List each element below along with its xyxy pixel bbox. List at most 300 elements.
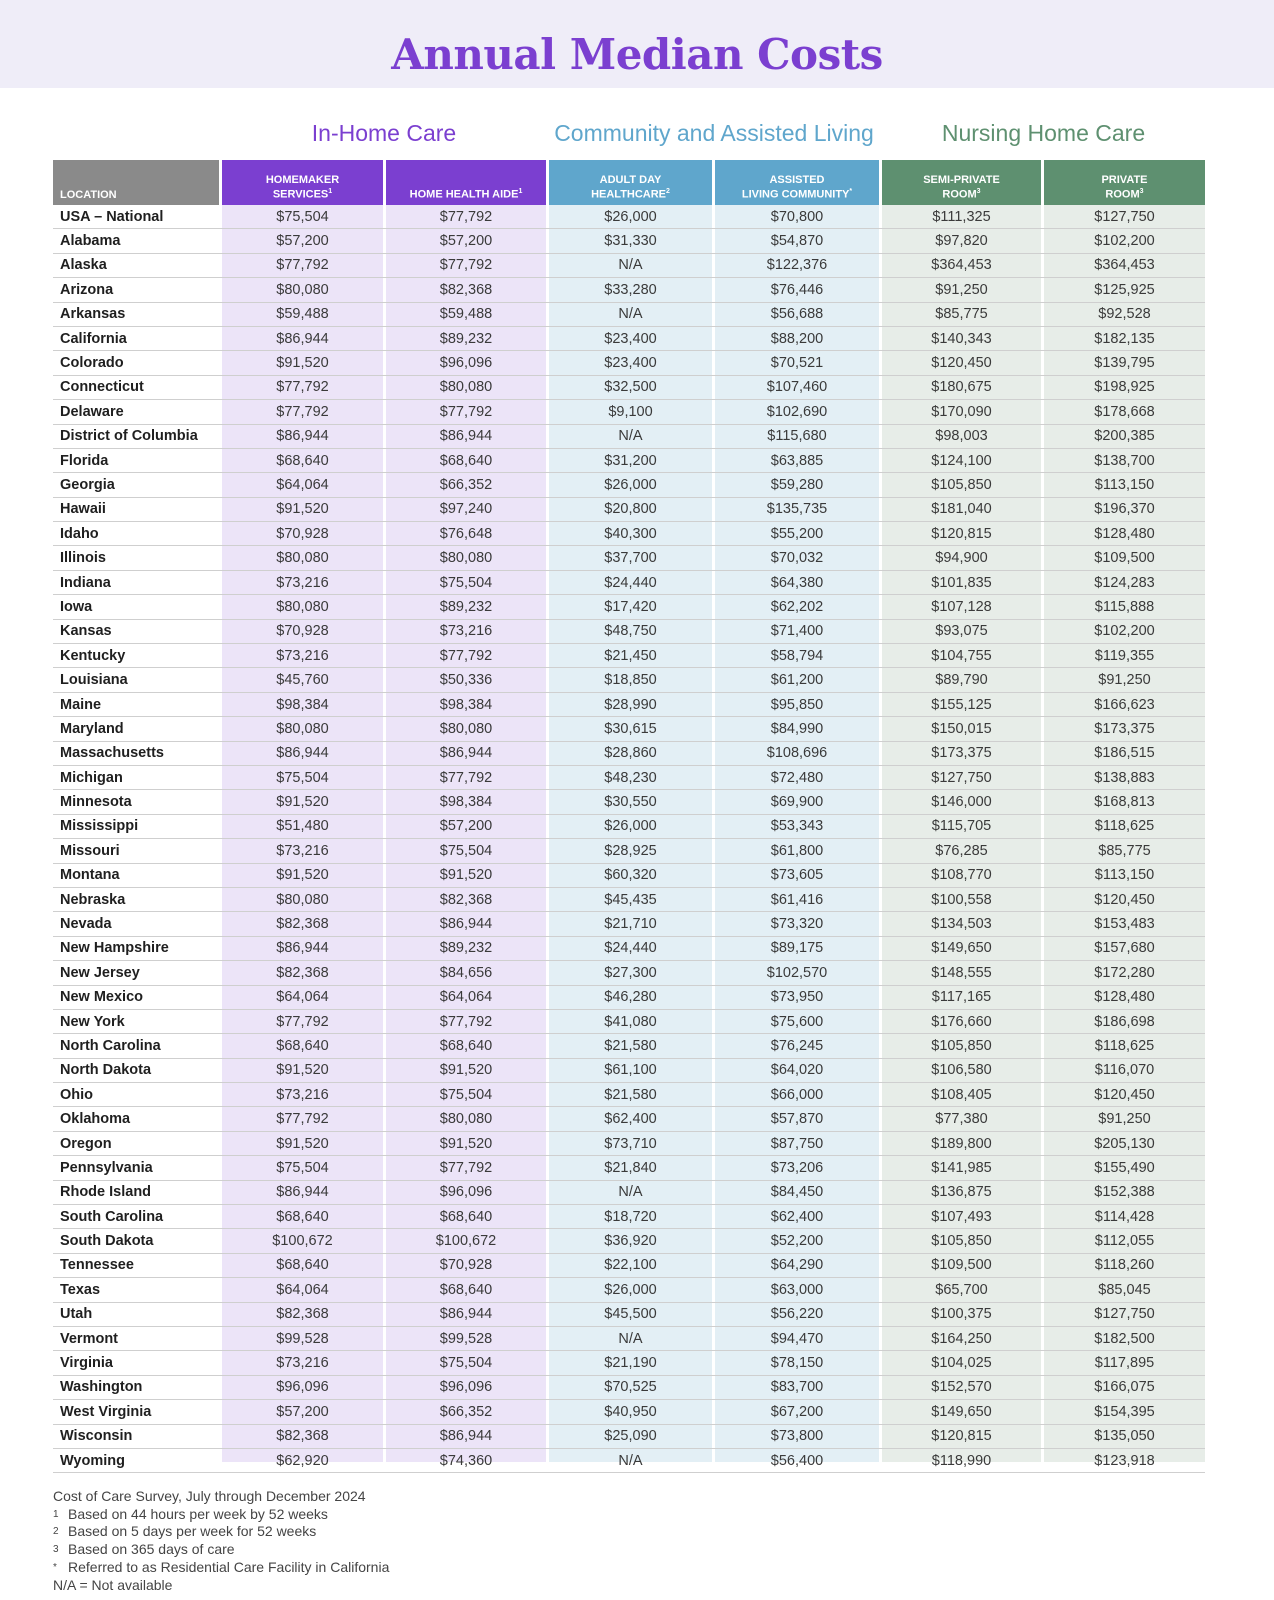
cost-cell-semi-private: $127,750 — [931, 769, 992, 786]
cost-cell-adult-day: N/A — [618, 306, 643, 323]
cost-cell-private: $173,375 — [1094, 720, 1155, 737]
location-cell: Indiana — [60, 574, 111, 591]
cost-cell-private: $178,668 — [1094, 403, 1155, 420]
table-row — [53, 1449, 1205, 1473]
location-cell: Montana — [60, 867, 120, 884]
table-row — [53, 595, 1205, 619]
cost-cell-private: $118,260 — [1094, 1257, 1155, 1274]
cost-cell-private: $138,700 — [1094, 452, 1155, 469]
table-row — [53, 351, 1205, 375]
cost-cell-private: $116,070 — [1094, 1062, 1155, 1079]
cost-cell-private: $157,680 — [1094, 940, 1155, 957]
location-cell: Illinois — [60, 550, 106, 567]
cost-cell-homemaker: $86,944 — [276, 330, 329, 347]
cost-cell-assisted-living: $62,400 — [770, 1208, 824, 1225]
cost-cell-home-health-aide: $96,096 — [439, 355, 493, 372]
cost-cell-homemaker: $91,520 — [276, 501, 329, 518]
cost-cell-homemaker: $64,064 — [276, 989, 329, 1006]
location-cell: Florida — [60, 452, 109, 469]
footnote-line — [53, 1488, 389, 1506]
cost-cell-semi-private: $93,075 — [935, 623, 988, 640]
cost-cell-semi-private: $176,660 — [931, 1013, 992, 1030]
cost-cell-homemaker: $86,944 — [276, 428, 329, 445]
cost-cell-home-health-aide: $86,944 — [439, 428, 493, 445]
cost-cell-homemaker: $82,368 — [276, 964, 329, 981]
table-row — [53, 864, 1205, 888]
table-row — [53, 571, 1205, 595]
table-row — [53, 449, 1205, 473]
header-home-health-aide — [386, 160, 546, 205]
cost-cell-assisted-living: $62,202 — [770, 598, 824, 615]
cost-cell-semi-private: $105,850 — [931, 476, 992, 493]
cost-cell-semi-private: $109,500 — [931, 1257, 992, 1274]
table-row — [53, 546, 1205, 570]
cost-cell-home-health-aide: $68,640 — [439, 1037, 493, 1054]
cost-cell-semi-private: $98,003 — [935, 428, 988, 445]
cost-cell-adult-day: N/A — [618, 1452, 643, 1469]
table-row — [53, 1132, 1205, 1156]
cost-cell-assisted-living: $84,990 — [770, 720, 824, 737]
location-cell: USA – National — [60, 208, 164, 225]
cost-cell-homemaker: $91,520 — [276, 794, 329, 811]
cost-cell-semi-private: $180,675 — [931, 379, 992, 396]
cost-cell-homemaker: $77,792 — [276, 379, 329, 396]
cost-cell-adult-day: N/A — [618, 428, 643, 445]
group-nursing-home-care: Nursing Home Care — [941, 120, 1146, 146]
cost-cell-semi-private: $118,990 — [931, 1452, 992, 1469]
cost-cell-semi-private: $146,000 — [931, 794, 992, 811]
location-cell: Delaware — [60, 403, 124, 420]
cost-cell-adult-day: $17,420 — [604, 598, 657, 615]
table-row — [53, 1303, 1205, 1327]
cost-cell-home-health-aide: $66,352 — [439, 1403, 493, 1420]
footnote-mark: 1 — [53, 1508, 59, 1520]
table-row — [53, 1205, 1205, 1229]
cost-cell-private: $109,500 — [1094, 550, 1155, 567]
cost-cell-home-health-aide: $86,944 — [439, 745, 493, 762]
location-cell: Connecticut — [60, 379, 144, 396]
table-row — [53, 790, 1205, 814]
cost-cell-home-health-aide: $77,792 — [439, 208, 493, 225]
cost-cell-semi-private: $134,503 — [931, 916, 992, 933]
cost-cell-assisted-living: $56,400 — [770, 1452, 824, 1469]
cost-cell-semi-private: $149,650 — [931, 1403, 992, 1420]
cost-cell-adult-day: $23,400 — [604, 330, 657, 347]
cost-cell-homemaker: $70,928 — [276, 623, 329, 640]
cost-cell-semi-private: $181,040 — [931, 501, 992, 518]
location-cell: Oregon — [60, 1135, 112, 1152]
cost-cell-home-health-aide: $57,200 — [439, 233, 493, 250]
cost-cell-adult-day: $36,920 — [604, 1233, 657, 1250]
cost-cell-semi-private: $65,700 — [935, 1281, 988, 1298]
cost-cell-homemaker: $80,080 — [276, 550, 329, 567]
cost-cell-semi-private: $107,493 — [931, 1208, 992, 1225]
cost-cell-homemaker: $77,792 — [276, 257, 329, 274]
cost-cell-homemaker: $86,944 — [276, 940, 329, 957]
footnote-mark: 2 — [53, 1526, 59, 1538]
cost-cell-assisted-living: $59,280 — [770, 476, 824, 493]
cost-cell-assisted-living: $88,200 — [770, 330, 824, 347]
location-cell: Arkansas — [60, 306, 126, 323]
cost-cell-private: $364,453 — [1094, 257, 1155, 274]
cost-cell-adult-day: $62,400 — [604, 1111, 657, 1128]
cost-cell-private: $166,623 — [1094, 696, 1155, 713]
cost-cell-private: $119,355 — [1094, 647, 1155, 664]
cost-cell-assisted-living: $73,605 — [770, 867, 824, 884]
cost-cell-home-health-aide: $50,336 — [439, 672, 493, 689]
cost-cell-adult-day: $21,710 — [604, 916, 657, 933]
table-row — [53, 376, 1205, 400]
cost-cell-home-health-aide: $66,352 — [439, 476, 493, 493]
cost-cell-private: $198,925 — [1094, 379, 1155, 396]
cost-cell-assisted-living: $56,688 — [770, 306, 824, 323]
table-row — [53, 425, 1205, 449]
cost-cell-private: $128,480 — [1094, 525, 1155, 542]
table-row — [53, 1376, 1205, 1400]
footnote-text: Cost of Care Survey, July through December 2024 — [53, 1488, 366, 1504]
cost-cell-assisted-living: $94,470 — [770, 1330, 824, 1347]
cost-cell-homemaker: $98,384 — [276, 696, 329, 713]
cost-cell-semi-private: $107,128 — [931, 598, 992, 615]
cost-cell-private: $115,888 — [1094, 598, 1155, 615]
cost-cell-private: $128,480 — [1094, 989, 1155, 1006]
footnote-line — [53, 1541, 389, 1559]
cost-cell-adult-day: $28,860 — [604, 745, 657, 762]
cost-cell-private: $135,050 — [1094, 1428, 1155, 1445]
cost-cell-private: $200,385 — [1094, 428, 1155, 445]
cost-cell-adult-day: N/A — [618, 257, 643, 274]
cost-cell-assisted-living: $83,700 — [770, 1379, 824, 1396]
cost-cell-homemaker: $86,944 — [276, 745, 329, 762]
header-adult-day-healthcare-label: ADULT DAY HEALTHCARE$^2$ — [591, 174, 670, 201]
cost-cell-semi-private: $108,405 — [931, 1086, 992, 1103]
cost-cell-assisted-living: $122,376 — [766, 257, 828, 274]
location-cell: New Jersey — [60, 964, 140, 981]
cost-cell-adult-day: $41,080 — [604, 1013, 657, 1030]
cost-cell-home-health-aide: $91,520 — [439, 1062, 493, 1079]
cost-cell-homemaker: $73,216 — [276, 842, 329, 859]
cost-cell-private: $152,388 — [1094, 1184, 1155, 1201]
cost-cell-adult-day: $73,710 — [604, 1135, 657, 1152]
cost-cell-semi-private: $104,025 — [931, 1355, 992, 1372]
location-cell: New Mexico — [60, 989, 143, 1006]
table-row — [53, 400, 1205, 424]
footnote-mark: * — [53, 1561, 57, 1573]
cost-cell-adult-day: $61,100 — [604, 1062, 657, 1079]
cost-cell-private: $85,045 — [1098, 1281, 1151, 1298]
cost-cell-home-health-aide: $86,944 — [439, 1428, 493, 1445]
cost-cell-homemaker: $57,200 — [276, 233, 329, 250]
location-cell: District of Columbia — [60, 428, 198, 445]
cost-cell-assisted-living: $66,000 — [770, 1086, 824, 1103]
cost-cell-private: $117,895 — [1094, 1355, 1155, 1372]
location-cell: Nevada — [60, 916, 112, 933]
cost-cell-homemaker: $77,792 — [276, 1111, 329, 1128]
cost-cell-homemaker: $68,640 — [276, 1037, 329, 1054]
location-cell: Vermont — [60, 1330, 119, 1347]
cost-cell-assisted-living: $72,480 — [770, 769, 824, 786]
cost-cell-adult-day: $45,435 — [604, 891, 657, 908]
cost-cell-assisted-living: $102,690 — [766, 403, 828, 420]
cost-cell-homemaker: $62,920 — [276, 1452, 329, 1469]
cost-cell-semi-private: $149,650 — [931, 940, 992, 957]
cost-cell-home-health-aide: $89,232 — [439, 330, 493, 347]
cost-cell-adult-day: $20,800 — [604, 501, 657, 518]
location-cell: South Dakota — [60, 1233, 154, 1250]
location-cell: Massachusetts — [60, 745, 164, 762]
cost-cell-private: $205,130 — [1094, 1135, 1155, 1152]
cost-cell-semi-private: $91,250 — [935, 281, 988, 298]
cost-cell-adult-day: $21,840 — [604, 1159, 657, 1176]
cost-cell-private: $113,150 — [1094, 867, 1155, 884]
cost-cell-adult-day: $40,300 — [604, 525, 657, 542]
table-row — [53, 254, 1205, 278]
cost-cell-semi-private: $120,815 — [931, 1428, 992, 1445]
cost-cell-home-health-aide: $77,792 — [439, 769, 493, 786]
cost-cell-homemaker: $82,368 — [276, 1306, 329, 1323]
cost-cell-private: $114,428 — [1094, 1208, 1155, 1225]
location-cell: Wisconsin — [60, 1428, 133, 1445]
header-private-room — [1044, 160, 1205, 205]
table-row — [53, 620, 1205, 644]
cost-cell-adult-day: $21,580 — [604, 1086, 657, 1103]
cost-cell-assisted-living: $84,450 — [770, 1184, 824, 1201]
cost-cell-homemaker: $68,640 — [276, 1257, 329, 1274]
cost-cell-assisted-living: $57,870 — [770, 1111, 824, 1128]
cost-cell-homemaker: $77,792 — [276, 403, 329, 420]
location-cell: New Hampshire — [60, 940, 169, 957]
cost-cell-semi-private: $124,100 — [931, 452, 992, 469]
cost-cell-private: $120,450 — [1094, 1086, 1155, 1103]
cost-cell-homemaker: $91,520 — [276, 355, 329, 372]
location-cell: Louisiana — [60, 672, 128, 689]
cost-cell-home-health-aide: $84,656 — [439, 964, 493, 981]
cost-cell-homemaker: $75,504 — [276, 208, 329, 225]
cost-cell-home-health-aide: $77,792 — [439, 257, 493, 274]
cost-cell-homemaker: $64,064 — [276, 1281, 329, 1298]
cost-cell-semi-private: $115,705 — [931, 818, 992, 835]
cost-cell-assisted-living: $73,320 — [770, 916, 824, 933]
table-row — [53, 1254, 1205, 1278]
cost-cell-adult-day: $31,330 — [604, 233, 657, 250]
cost-cell-homemaker: $73,216 — [276, 647, 329, 664]
location-cell: Nebraska — [60, 891, 126, 908]
cost-cell-homemaker: $64,064 — [276, 476, 329, 493]
cost-cell-assisted-living: $64,290 — [770, 1257, 824, 1274]
location-cell: Alabama — [60, 233, 121, 250]
table-row — [53, 1107, 1205, 1131]
location-cell: Arizona — [60, 281, 114, 298]
location-cell: Michigan — [60, 769, 123, 786]
cost-cell-assisted-living: $56,220 — [770, 1306, 824, 1323]
table-row — [53, 1425, 1205, 1449]
cost-cell-adult-day: $32,500 — [604, 379, 657, 396]
cost-cell-semi-private: $97,820 — [935, 233, 988, 250]
table-row — [53, 961, 1205, 985]
cost-cell-adult-day: $26,000 — [604, 208, 657, 225]
table-row — [53, 1351, 1205, 1375]
cost-cell-adult-day: $21,190 — [604, 1355, 657, 1372]
header-private-room-label: PRIVATE ROOM$^3$ — [1101, 174, 1148, 201]
header-semi-private-room-label: SEMI-PRIVATE ROOM$^3$ — [923, 174, 1000, 201]
cost-cell-homemaker: $75,504 — [276, 769, 329, 786]
location-cell: California — [60, 330, 127, 347]
cost-cell-homemaker: $86,944 — [276, 1184, 329, 1201]
cost-cell-assisted-living: $107,460 — [766, 379, 828, 396]
location-cell: Tennessee — [60, 1257, 134, 1274]
table-row — [53, 1229, 1205, 1253]
cost-cell-adult-day: N/A — [618, 1330, 643, 1347]
cost-cell-private: $168,813 — [1094, 794, 1155, 811]
cost-cell-homemaker: $91,520 — [276, 1135, 329, 1152]
cost-cell-semi-private: $189,800 — [931, 1135, 992, 1152]
cost-cell-semi-private: $100,558 — [931, 891, 992, 908]
cost-cell-assisted-living: $70,800 — [770, 208, 824, 225]
cost-cell-homemaker: $51,480 — [276, 818, 329, 835]
cost-cell-assisted-living: $73,800 — [770, 1428, 824, 1445]
cost-cell-private: $112,055 — [1094, 1233, 1155, 1250]
cost-cell-homemaker: $45,760 — [276, 672, 329, 689]
cost-cell-assisted-living: $61,200 — [770, 672, 824, 689]
location-cell: New York — [60, 1013, 125, 1030]
cost-cell-adult-day: $23,400 — [604, 355, 657, 372]
cost-cell-adult-day: $27,300 — [604, 964, 657, 981]
cost-cell-semi-private: $136,875 — [931, 1184, 992, 1201]
table-row — [53, 473, 1205, 497]
cost-cell-homemaker: $82,368 — [276, 1428, 329, 1445]
cost-cell-assisted-living: $135,735 — [766, 501, 828, 518]
cost-cell-semi-private: $111,325 — [932, 208, 991, 225]
cost-cell-assisted-living: $73,950 — [770, 989, 824, 1006]
table-row — [53, 1327, 1205, 1351]
cost-cell-assisted-living: $69,900 — [770, 794, 824, 811]
cost-cell-home-health-aide: $68,640 — [439, 1281, 493, 1298]
cost-cell-home-health-aide: $75,504 — [439, 1355, 493, 1372]
cost-cell-adult-day: $48,230 — [604, 769, 657, 786]
cost-cell-adult-day: $21,450 — [604, 647, 657, 664]
footnotes — [53, 1488, 389, 1594]
table-row — [53, 1181, 1205, 1205]
cost-cell-assisted-living: $78,150 — [770, 1355, 824, 1372]
cost-cell-semi-private: $117,165 — [931, 989, 992, 1006]
cost-cell-assisted-living: $75,600 — [770, 1013, 824, 1030]
cost-cell-private: $186,698 — [1094, 1013, 1155, 1030]
header-location — [53, 160, 219, 205]
cost-cell-adult-day: $18,850 — [604, 672, 657, 689]
cost-cell-private: $120,450 — [1094, 891, 1155, 908]
cost-cell-assisted-living: $64,020 — [770, 1062, 824, 1079]
table-row — [53, 839, 1205, 863]
cost-cell-assisted-living: $67,200 — [770, 1403, 824, 1420]
cost-cell-homemaker: $57,200 — [276, 1403, 329, 1420]
cost-cell-home-health-aide: $96,096 — [439, 1379, 493, 1396]
location-cell: Oklahoma — [60, 1111, 131, 1128]
table-row — [53, 912, 1205, 936]
table-row — [53, 1278, 1205, 1302]
cost-cell-home-health-aide: $98,384 — [439, 794, 493, 811]
footnote-line — [53, 1506, 389, 1524]
footnote-line — [53, 1559, 389, 1577]
cost-cell-homemaker: $80,080 — [276, 891, 329, 908]
cost-cell-private: $182,500 — [1094, 1330, 1155, 1347]
cost-cell-assisted-living: $55,200 — [770, 525, 824, 542]
cost-cell-assisted-living: $95,850 — [770, 696, 824, 713]
cost-cell-homemaker: $70,928 — [276, 525, 329, 542]
location-cell: Pennsylvania — [60, 1159, 153, 1176]
cost-cell-home-health-aide: $97,240 — [439, 501, 493, 518]
footnote-mark: 3 — [53, 1544, 59, 1556]
footnote-line — [53, 1523, 389, 1541]
page-title: Annual Median Costs — [391, 30, 883, 79]
cost-cell-semi-private: $150,015 — [931, 720, 992, 737]
cost-cell-adult-day: $18,720 — [604, 1208, 657, 1225]
cost-cell-semi-private: $140,343 — [931, 330, 992, 347]
cost-cell-assisted-living: $52,200 — [770, 1233, 824, 1250]
cost-cell-home-health-aide: $57,200 — [439, 818, 493, 835]
location-cell: Ohio — [60, 1086, 94, 1103]
table-row — [53, 1083, 1205, 1107]
cost-cell-private: $125,925 — [1094, 281, 1155, 298]
cost-cell-home-health-aide: $89,232 — [439, 598, 493, 615]
footnote-line — [53, 1577, 389, 1595]
table-row — [53, 522, 1205, 546]
cost-cell-assisted-living: $102,570 — [766, 964, 828, 981]
cost-cell-adult-day: $70,525 — [604, 1379, 657, 1396]
cost-cell-home-health-aide: $86,944 — [439, 916, 493, 933]
footnote-text: Based on 5 days per week for 52 weeks — [68, 1523, 317, 1540]
cost-cell-adult-day: N/A — [618, 1184, 643, 1201]
cost-cell-assisted-living: $53,343 — [770, 818, 824, 835]
table-row — [53, 815, 1205, 839]
cost-cell-adult-day: $33,280 — [604, 281, 657, 298]
cost-cell-semi-private: $173,375 — [931, 745, 992, 762]
cost-cell-homemaker: $100,672 — [272, 1233, 333, 1250]
cost-cell-adult-day: $40,950 — [604, 1403, 657, 1420]
header-semi-private-room — [882, 160, 1041, 205]
cost-cell-home-health-aide: $70,928 — [439, 1257, 493, 1274]
cost-cell-home-health-aide: $82,368 — [439, 891, 493, 908]
table-row — [53, 498, 1205, 522]
cost-cell-homemaker: $80,080 — [276, 281, 329, 298]
cost-cell-homemaker: $73,216 — [276, 1086, 329, 1103]
cost-cell-homemaker: $96,096 — [276, 1379, 329, 1396]
cost-cell-private: $85,775 — [1098, 842, 1151, 859]
table-row — [53, 303, 1205, 327]
cost-cell-adult-day: $48,750 — [604, 623, 657, 640]
table-row — [53, 766, 1205, 790]
cost-cell-adult-day: $28,990 — [604, 696, 657, 713]
cost-cell-private: $113,150 — [1094, 476, 1155, 493]
cost-cell-assisted-living: $61,416 — [770, 891, 824, 908]
cost-cell-semi-private: $94,900 — [935, 550, 988, 567]
header-location-label: LOCATION — [60, 189, 117, 201]
cost-cell-private: $154,395 — [1094, 1403, 1155, 1420]
cost-cell-homemaker: $73,216 — [276, 1355, 329, 1372]
cost-cell-home-health-aide: $96,096 — [439, 1184, 493, 1201]
cost-cell-private: $91,250 — [1098, 672, 1151, 689]
location-cell: Kentucky — [60, 647, 126, 664]
footnote-text: Referred to as Residential Care Facility in California — [68, 1558, 390, 1575]
cost-cell-private: $186,515 — [1094, 745, 1155, 762]
cost-cell-home-health-aide: $91,520 — [439, 1135, 493, 1152]
cost-cell-adult-day: $31,200 — [604, 452, 657, 469]
cost-cell-assisted-living: $76,446 — [770, 281, 824, 298]
location-cell: Virginia — [60, 1355, 113, 1372]
location-cell: North Dakota — [60, 1062, 152, 1079]
cost-cell-private: $153,483 — [1094, 916, 1155, 933]
cost-cell-home-health-aide: $75,504 — [439, 1086, 493, 1103]
cost-cell-semi-private: $104,755 — [931, 647, 992, 664]
